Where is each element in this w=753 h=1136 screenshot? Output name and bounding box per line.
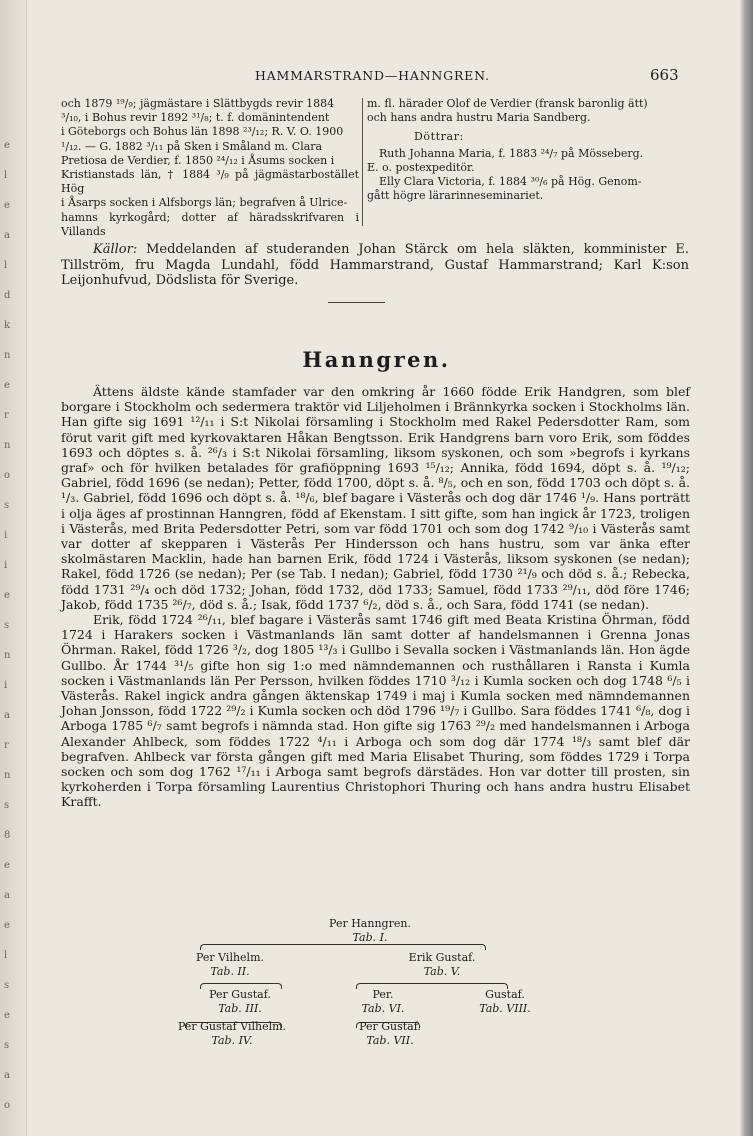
tree-node [155, 951, 305, 979]
margin-character: a [4, 1070, 10, 1081]
margin-character: s [4, 620, 10, 631]
tree-node-name: Per Gustaf. [209, 988, 271, 1001]
sources-label: Källor: [93, 242, 138, 257]
daughter-entry-line: Ruth Johanna Maria, f. 1883 ²⁴/₇ på Mösseberg. [379, 146, 644, 160]
margin-character: n [4, 440, 11, 451]
left-column-line: i Åsarps socken i Alfsborgs län; begrafven å Ulrice- [61, 196, 348, 210]
margin-character: e [4, 140, 10, 151]
tree-node-name: Per Gustaf Vilhelm. [177, 1020, 287, 1033]
tree-node-name: Per. [372, 988, 394, 1001]
margin-character: a [4, 710, 10, 721]
tree-node [430, 988, 580, 1016]
margin-character: s [4, 800, 10, 811]
margin-character: i [4, 680, 8, 691]
tree-node-name: Per Gustaf. [359, 1020, 421, 1033]
margin-character: r [4, 410, 9, 421]
tree-node-tab: Tab. VII. [366, 1034, 414, 1047]
daughter-entry-line: E. o. postexpeditör. [367, 160, 475, 174]
margin-character: l [4, 260, 8, 271]
tree-node-tab: Tab. V. [423, 965, 461, 978]
right-column-line: m. fl. härader Olof de Verdier (fransk baronlig ätt) [367, 97, 648, 110]
margin-character: o [4, 1100, 11, 1111]
sources-text: Meddelanden af studeranden Johan Stärck om hela släkten, komminister E. Tillström, fru Magda Lundahl, född Hammarstrand, Gustaf Hammarstrand; Karl K:son Leijonhufvud, Dödslista för Sverige. [61, 242, 689, 288]
tree-node [315, 1020, 465, 1048]
margin-character: r [4, 740, 9, 751]
margin-character: e [4, 380, 10, 391]
tree-node-tab: Tab. IV. [211, 1034, 253, 1047]
margin-character: l [4, 950, 8, 961]
tree-node-tab: Tab. VIII. [479, 1002, 531, 1015]
margin-character: e [4, 860, 10, 871]
left-column-line: Pretiosa de Verdier, f. 1850 ²⁴/₁₂ i Åsums socken i [61, 153, 335, 167]
tree-node-tab: Tab. I. [352, 931, 388, 944]
tree-node-tab: Tab. VI. [361, 1002, 405, 1015]
left-column-line: ³/₁₀, i Bohus revir 1892 ³¹/₈; t. f. domänintendent [61, 111, 330, 125]
tree-node-name: Per Vilhelm. [196, 951, 264, 964]
body-paragraph: Ättens äldste kände stamfader var den omkring år 1660 födde Erik Handgren, som blef borgare i Stockholm och sedermera traktör vid Liljeholmen i Brännkyrka socken i Stockholms län. Han gifte sig 1691 ¹²/₁₁ i S:t Nikolai församling i Stockholm med Rakel Pedersdotter Ram, som förut varit gift med kyrkovaktaren Håkan Bengtsson. Erik Handgrens barn voro Erik, som föddes 1693 och döptes s. å. ²⁶/₃ i S:t Nikolai församling, liksom syskonen, och som »begrofs i kyrkans graf» och för hvilken betalades för grafiöppning 1693 ¹⁵/₁₂; Annika, född 1694, döpt s. å. ¹⁹/₁₂; Gabriel, född 1696 (se nedan); Petter, född 1700, döpt s. å. ⁸/₅, och en son, född 1703 och döpt s. å. ¹/₃. Gabriel, född 1696 och döpt s. å. ¹⁸/₆, blef bagare i Västerås och dog där 1746 ¹/₉. Hans porträtt i olja äges af prostinnan Hanngren, född af Ekenstam. I sitt gifte, som han ingick år 1723, troligen i Västerås, med Brita Pedersdotter Petri, som var född 1701 och som dog 1742 ⁹/₁₀ i Västerås samt var dotter af skepparen i Västerås Per Hindersson och hans hustru, som var änka efter skolmästaren Macklin, hade han barnen Erik, född 1724 i Västerås, liksom syskonen (se nedan); Rakel, född 1726 (se nedan); Per (se Tab. I nedan); Gabriel, född 1730 ²¹/₉ och död s. å.; Rebecka, född 1731 ²⁹/₄ och död 1732; Johan, född 1732, död 1733; Samuel, född 1733 ²⁹/₁₁, död före 1746; Jakob, född 1735 ²⁶/₇, död s. å.; Isak, född 1737 ⁶/₂, död s. å., och Sara, född 1741 (se nedan). [61, 384, 690, 612]
left-column-line: Kristianstads län, † 1884 ³/₉ på jägmästarbostället Hög [61, 168, 359, 196]
margin-character: e [4, 200, 10, 211]
tree-node [295, 917, 445, 945]
tree-node-name: Erik Gustaf. [408, 951, 476, 964]
margin-character: e [4, 920, 10, 931]
running-header: HAMMARSTRAND—HANNGREN. [255, 68, 490, 83]
left-column-line: och 1879 ¹⁹/₉; jägmästare i Slättbygds revir 1884 [61, 97, 335, 110]
margin-character: o [4, 470, 11, 481]
left-column-line: hamns kyrkogård; dotter af häradsskrifvaren i Villands [61, 210, 359, 238]
tree-node-tab: Tab. III. [218, 1002, 262, 1015]
margin-character: i [4, 560, 8, 571]
margin-character: 8 [4, 830, 11, 841]
margin-character: d [4, 290, 11, 301]
tree-node [157, 1020, 307, 1048]
page-number: 663 [650, 66, 679, 84]
left-column-line: ¹/₁₂. — G. 1882 ³/₁₁ på Sken i Småland m. Clara [61, 139, 323, 153]
family-title: Hanngren. [302, 347, 451, 372]
left-column-line: i Göteborgs och Bohus län 1898 ²³/₁₂; R. V. O. 1900 [61, 125, 344, 139]
tree-node-name: Per Hanngren. [329, 917, 411, 930]
margin-character: l [4, 170, 8, 181]
daughter-entry-line: gått högre lärarinneseminariet. [367, 189, 544, 203]
tree-node [367, 951, 517, 979]
margin-character: e [4, 590, 10, 601]
margin-character: k [4, 320, 11, 331]
margin-character: s [4, 980, 10, 991]
daughter-entry-line: Elly Clara Victoria, f. 1884 ³⁰/₆ på Hög. Genom- [379, 175, 642, 189]
margin-character: s [4, 1040, 10, 1051]
margin-character: a [4, 230, 10, 241]
tree-node-name: Gustaf. [485, 988, 525, 1001]
margin-character: i [4, 530, 8, 541]
margin-character: s [4, 500, 10, 511]
body-paragraph: Erik, född 1724 ²⁶/₁₁, blef bagare i Västerås samt 1746 gift med Beata Kristina Öhrman, född 1724 i Harakers socken i Västmanlands län samt dotter af handelsmannen i Grenna Jonas Öhrman. Rakel, född 1726 ³/₂, dog 1805 ¹³/₃ i Gullbo i Sevalla socken i Västmanlands län. Hon ägde Gullbo. År 1744 ³¹/₅ gifte hon sig 1:o med nämndemannen och rusthållaren i Ransta i Kumla socken i Västmanlands län Per Persson, hvilken föddes 1710 ³/₁₂ i Kumla socken och dog 1748 ⁶/₅ i Västerås. Rakel ingick andra gången äktenskap 1749 i maj i Kumla socken med nämndemannen Johan Jonsson, född 1722 ²⁹/₂ i Kumla socken och död 1796 ¹⁹/₇ i Gullbo. Sara föddes 1741 ⁶/₈, dog i Arboga 1785 ⁶/₇ samt begrofs i nämnda stad. Hon gifte sig 1763 ²⁹/₂ med handelsmannen i Arboga Alexander Ahlbeck, som föddes 1722 ⁴/₁₁ i Arboga och som dog där 1774 ¹⁸/₃ samt blef där begrafven. Ahlbeck var första gången gift med Maria Elisabet Thuring, som föddes 1729 i Torpa socken och som dog 1762 ¹⁷/₁₁ i Arboga samt begrofs därstädes. Hon var dotter till prosten, sin kyrkoherden i Torpa församling Laurentius Christophori Thuring och hans andra hustru Elisabet Krafft. [61, 612, 690, 810]
margin-character: e [4, 1010, 10, 1021]
margin-character: a [4, 890, 10, 901]
daughters-heading: Döttrar: [414, 130, 464, 144]
tree-node-tab: Tab. II. [210, 965, 250, 978]
right-column-line: och hans andra hustru Maria Sandberg. [367, 111, 591, 125]
tree-node [165, 988, 315, 1016]
margin-character: n [4, 350, 11, 361]
margin-character: n [4, 650, 11, 661]
margin-character: n [4, 770, 11, 781]
